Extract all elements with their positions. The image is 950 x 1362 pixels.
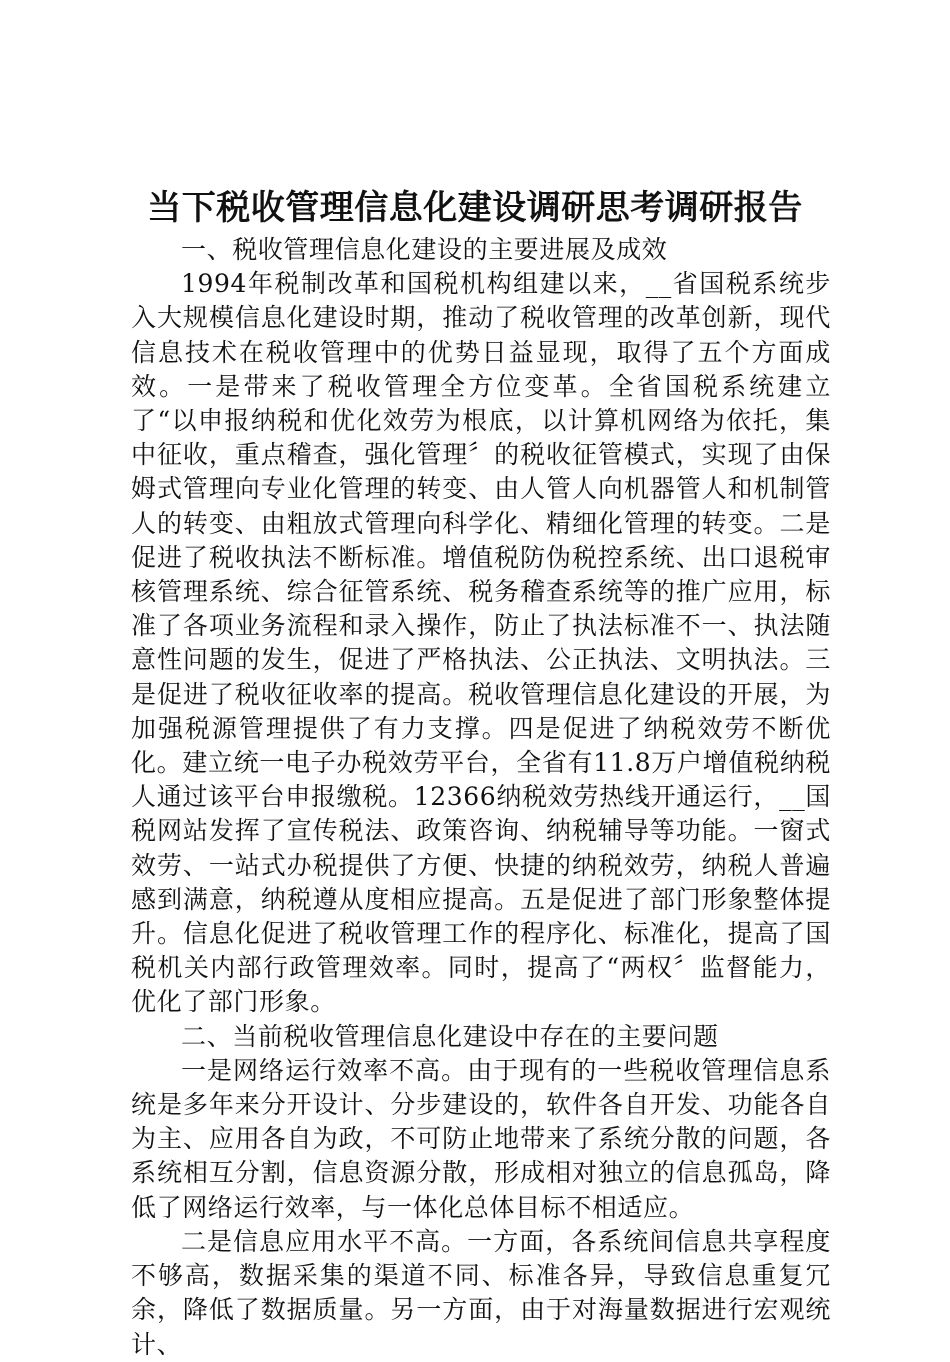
section-heading-2: 二、当前税收管理信息化建设中存在的主要问题 xyxy=(181,1021,719,1051)
body-paragraph-3: 二是信息应用水平不高。一方面，各系统间信息共享程度不够高，数据采集的渠道不同、标准各异，导致信息重复冗余，降低了数据质量。另一方面，由于对海量数据进行宏观统计、 xyxy=(131,1226,831,1359)
body-paragraph-2: 一是网络运行效率不高。由于现有的一些税收管理信息系统是多年来分开设计、分步建设的，软件各自开发、功能各自为主、应用各自为政，不可防止地带来了系统分散的问题，各系统相互分割，信息资源分散，形成相对独立的信息孤岛，降低了网络运行效率，与一体化总体目标不相适应。 xyxy=(131,1055,831,1222)
section-heading-1: 一、税收管理信息化建设的主要进展及成效 xyxy=(181,235,668,264)
body-paragraph-1: 1994年税制改革和国税机构组建以来，__省国税系统步入大规模信息化建设时期，推动了税收管理的改革创新，现代信息技术在税收管理中的优势日益显现，取得了五个方面成效。一是带来了税收管理全方位变革。全省国税系统建立了“以申报纳税和优化效劳为根底，以计算机网络为依托，集中征收，重点稽查，强化管理〞的税收征管模式，实现了由保姆式管理向专业化管理的转变、由人管人向机器管人和机制管人的转变、由粗放式管理向科学化、精细化管理的转变。二是促进了税收执法不断标准。增值税防伪税控系统、出口退税审核管理系统、综合征管系统、税务稽查系统等的推广应用，标准了各项业务流程和录入操作，防止了执法标准不一、执法随意性问题的发生，促进了严格执法、公正执法、文明执法。三是促进了税收征收率的提高。税收管理信息化建设的开展，为加强税源管理提供了有力支撑。四是促进了纳税效劳不断优化。建立统一电子办税效劳平台，全省有11.8万户增值税纳税人通过该平台申报缴税。12366纳税效劳热线开通运行，__国税网站发挥了宣传税法、政策咨询、纳税辅导等功能。一窗式效劳、一站式办税提供了方便、快捷的纳税效劳，纳税人普遍感到满意，纳税遵从度相应提高。五是促进了部门形象整体提升。信息化促进了税收管理工作的程序化、标准化，提高了国税机关内部行政管理效率。同时，提高了“两权〞监督能力，优化了部门形象。 xyxy=(131,269,831,1017)
document-body xyxy=(131,233,831,1362)
document-title: 当下税收管理信息化建设调研思考调研报告 xyxy=(147,188,803,228)
